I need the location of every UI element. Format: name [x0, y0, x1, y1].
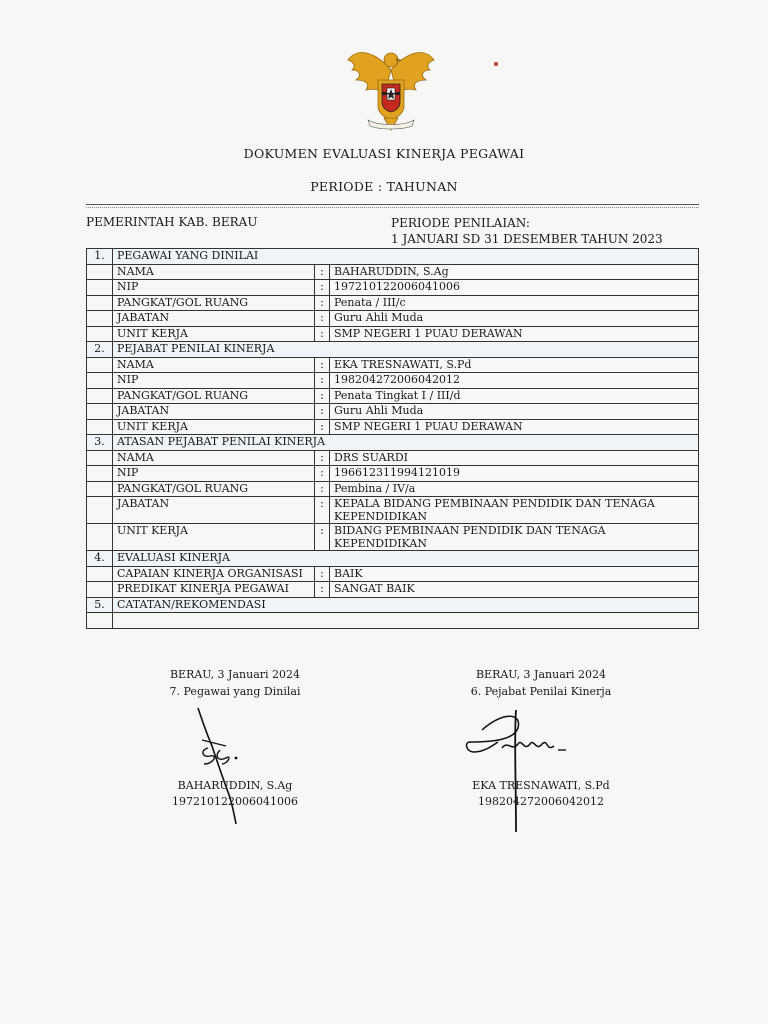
section-title: ATASAN PEJABAT PENILAI KINERJA — [113, 435, 699, 451]
section-title: CATATAN/REKOMENDASI — [113, 597, 699, 613]
row-number-cell — [87, 524, 113, 551]
table-row — [87, 566, 699, 582]
field-value: Guru Ahli Muda — [330, 311, 699, 327]
signer-right-nip: 198204272006042012 — [478, 795, 604, 808]
field-value: BAIK — [330, 566, 699, 582]
header-rule — [86, 204, 699, 205]
table-row — [87, 497, 699, 524]
row-number-cell — [87, 419, 113, 435]
field-label: PREDIKAT KINERJA PEGAWAI — [113, 582, 315, 598]
field-value: Penata / III/c — [330, 295, 699, 311]
table-row — [87, 388, 699, 404]
periode-penilaian-value: 1 JANUARI SD 31 DESEMBER TAHUN 2023 — [391, 232, 663, 246]
red-dot-mark — [494, 62, 498, 66]
row-number-cell — [87, 582, 113, 598]
field-label: UNIT KERJA — [113, 326, 315, 342]
field-value: Penata Tingkat I / III/d — [330, 388, 699, 404]
row-number-cell — [87, 388, 113, 404]
section-title: PEGAWAI YANG DINILAI — [113, 249, 699, 265]
field-separator: : — [315, 582, 330, 598]
table-row — [87, 404, 699, 420]
row-number-cell — [87, 357, 113, 373]
section-number: 5. — [87, 597, 113, 613]
row-number-cell — [87, 311, 113, 327]
field-separator: : — [315, 524, 330, 551]
signature-block-left — [150, 666, 320, 700]
blank-notes-row — [87, 613, 699, 629]
signer-right-name: EKA TRESNAWATI, S.Pd — [472, 779, 610, 792]
section-number: 2. — [87, 342, 113, 358]
field-separator: : — [315, 373, 330, 389]
evaluation-table — [86, 248, 699, 629]
place-date-right: BERAU, 3 Januari 2024 — [475, 668, 607, 681]
table-row — [87, 311, 699, 327]
field-label: NIP — [113, 466, 315, 482]
field-separator: : — [315, 419, 330, 435]
field-separator: : — [315, 404, 330, 420]
role-right: 6. Pejabat Penilai Kinerja — [470, 685, 612, 698]
field-separator: : — [315, 466, 330, 482]
field-value: 197210122006041006 — [330, 280, 699, 296]
field-separator: : — [315, 450, 330, 466]
field-separator: : — [315, 357, 330, 373]
signature-right-icon — [462, 708, 602, 834]
table-row — [87, 280, 699, 296]
field-label: UNIT KERJA — [113, 524, 315, 551]
periode-penilaian — [391, 215, 663, 247]
field-label: UNIT KERJA — [113, 419, 315, 435]
table-row — [87, 582, 699, 598]
field-value: BIDANG PEMBINAAN PENDIDIK DAN TENAGA KEPENDIDIKAN — [330, 524, 699, 551]
section-header-row — [87, 597, 699, 613]
place-date-left: BERAU, 3 Januari 2024 — [169, 668, 301, 681]
field-label: PANGKAT/GOL RUANG — [113, 388, 315, 404]
row-number-cell — [87, 373, 113, 389]
field-label: PANGKAT/GOL RUANG — [113, 295, 315, 311]
field-label: PANGKAT/GOL RUANG — [113, 481, 315, 497]
periode-penilaian-label: PERIODE PENILAIAN: — [391, 216, 530, 230]
row-number-cell — [87, 613, 113, 629]
field-label: JABATAN — [113, 404, 315, 420]
row-number-cell — [87, 450, 113, 466]
field-separator: : — [315, 388, 330, 404]
field-label: CAPAIAN KINERJA ORGANISASI — [113, 566, 315, 582]
signer-right — [456, 778, 626, 810]
document-title: DOKUMEN EVALUASI KINERJA PEGAWAI — [243, 146, 525, 161]
section-number: 3. — [87, 435, 113, 451]
field-value: EKA TRESNAWATI, S.Pd — [330, 357, 699, 373]
periode-type: PERIODE : TAHUNAN — [310, 179, 458, 194]
field-separator: : — [315, 566, 330, 582]
row-number-cell — [87, 280, 113, 296]
row-number-cell — [87, 264, 113, 280]
table-row — [87, 326, 699, 342]
section-title: PEJABAT PENILAI KINERJA — [113, 342, 699, 358]
row-number-cell — [87, 566, 113, 582]
signature-block-right — [456, 666, 626, 700]
field-value: 196612311994121019 — [330, 466, 699, 482]
section-header-row — [87, 342, 699, 358]
pemerintah-label: PEMERINTAH KAB. BERAU — [86, 215, 258, 229]
table-row — [87, 524, 699, 551]
section-header-row — [87, 551, 699, 567]
table-row — [87, 481, 699, 497]
field-separator: : — [315, 311, 330, 327]
garuda-emblem-icon — [344, 40, 438, 132]
row-number-cell — [87, 497, 113, 524]
field-value: Pembina / IV/a — [330, 481, 699, 497]
field-separator: : — [315, 481, 330, 497]
signer-left-nip: 197210122006041006 — [172, 795, 298, 808]
section-number: 4. — [87, 551, 113, 567]
table-row — [87, 295, 699, 311]
signer-left — [150, 778, 320, 810]
row-number-cell — [87, 295, 113, 311]
field-label: JABATAN — [113, 311, 315, 327]
notes-cell — [113, 613, 699, 629]
table-row — [87, 419, 699, 435]
table-row — [87, 264, 699, 280]
field-value: 198204272006042012 — [330, 373, 699, 389]
table-row — [87, 466, 699, 482]
header-rule-dotted — [86, 207, 699, 208]
field-separator: : — [315, 295, 330, 311]
row-number-cell — [87, 404, 113, 420]
field-label: NAMA — [113, 357, 315, 373]
table-row — [87, 373, 699, 389]
row-number-cell — [87, 326, 113, 342]
field-label: NIP — [113, 280, 315, 296]
field-value: Guru Ahli Muda — [330, 404, 699, 420]
field-label: NAMA — [113, 264, 315, 280]
section-header-row — [87, 435, 699, 451]
field-separator: : — [315, 280, 330, 296]
field-label: JABATAN — [113, 497, 315, 524]
field-separator: : — [315, 264, 330, 280]
signer-left-name: BAHARUDDIN, S.Ag — [177, 779, 293, 792]
table-row — [87, 450, 699, 466]
row-number-cell — [87, 466, 113, 482]
section-title: EVALUASI KINERJA — [113, 551, 699, 567]
field-value: DRS SUARDI — [330, 450, 699, 466]
field-separator: : — [315, 497, 330, 524]
row-number-cell — [87, 481, 113, 497]
field-separator: : — [315, 326, 330, 342]
field-value: SMP NEGERI 1 PUAU DERAWAN — [330, 326, 699, 342]
field-value: BAHARUDDIN, S.Ag — [330, 264, 699, 280]
field-value: SANGAT BAIK — [330, 582, 699, 598]
field-label: NIP — [113, 373, 315, 389]
table-row — [87, 357, 699, 373]
field-value: KEPALA BIDANG PEMBINAAN PENDIDIK DAN TENAGA KEPENDIDIKAN — [330, 497, 699, 524]
field-value: SMP NEGERI 1 PUAU DERAWAN — [330, 419, 699, 435]
section-number: 1. — [87, 249, 113, 265]
role-left: 7. Pegawai yang Dinilai — [169, 685, 301, 698]
section-header-row — [87, 249, 699, 265]
field-label: NAMA — [113, 450, 315, 466]
